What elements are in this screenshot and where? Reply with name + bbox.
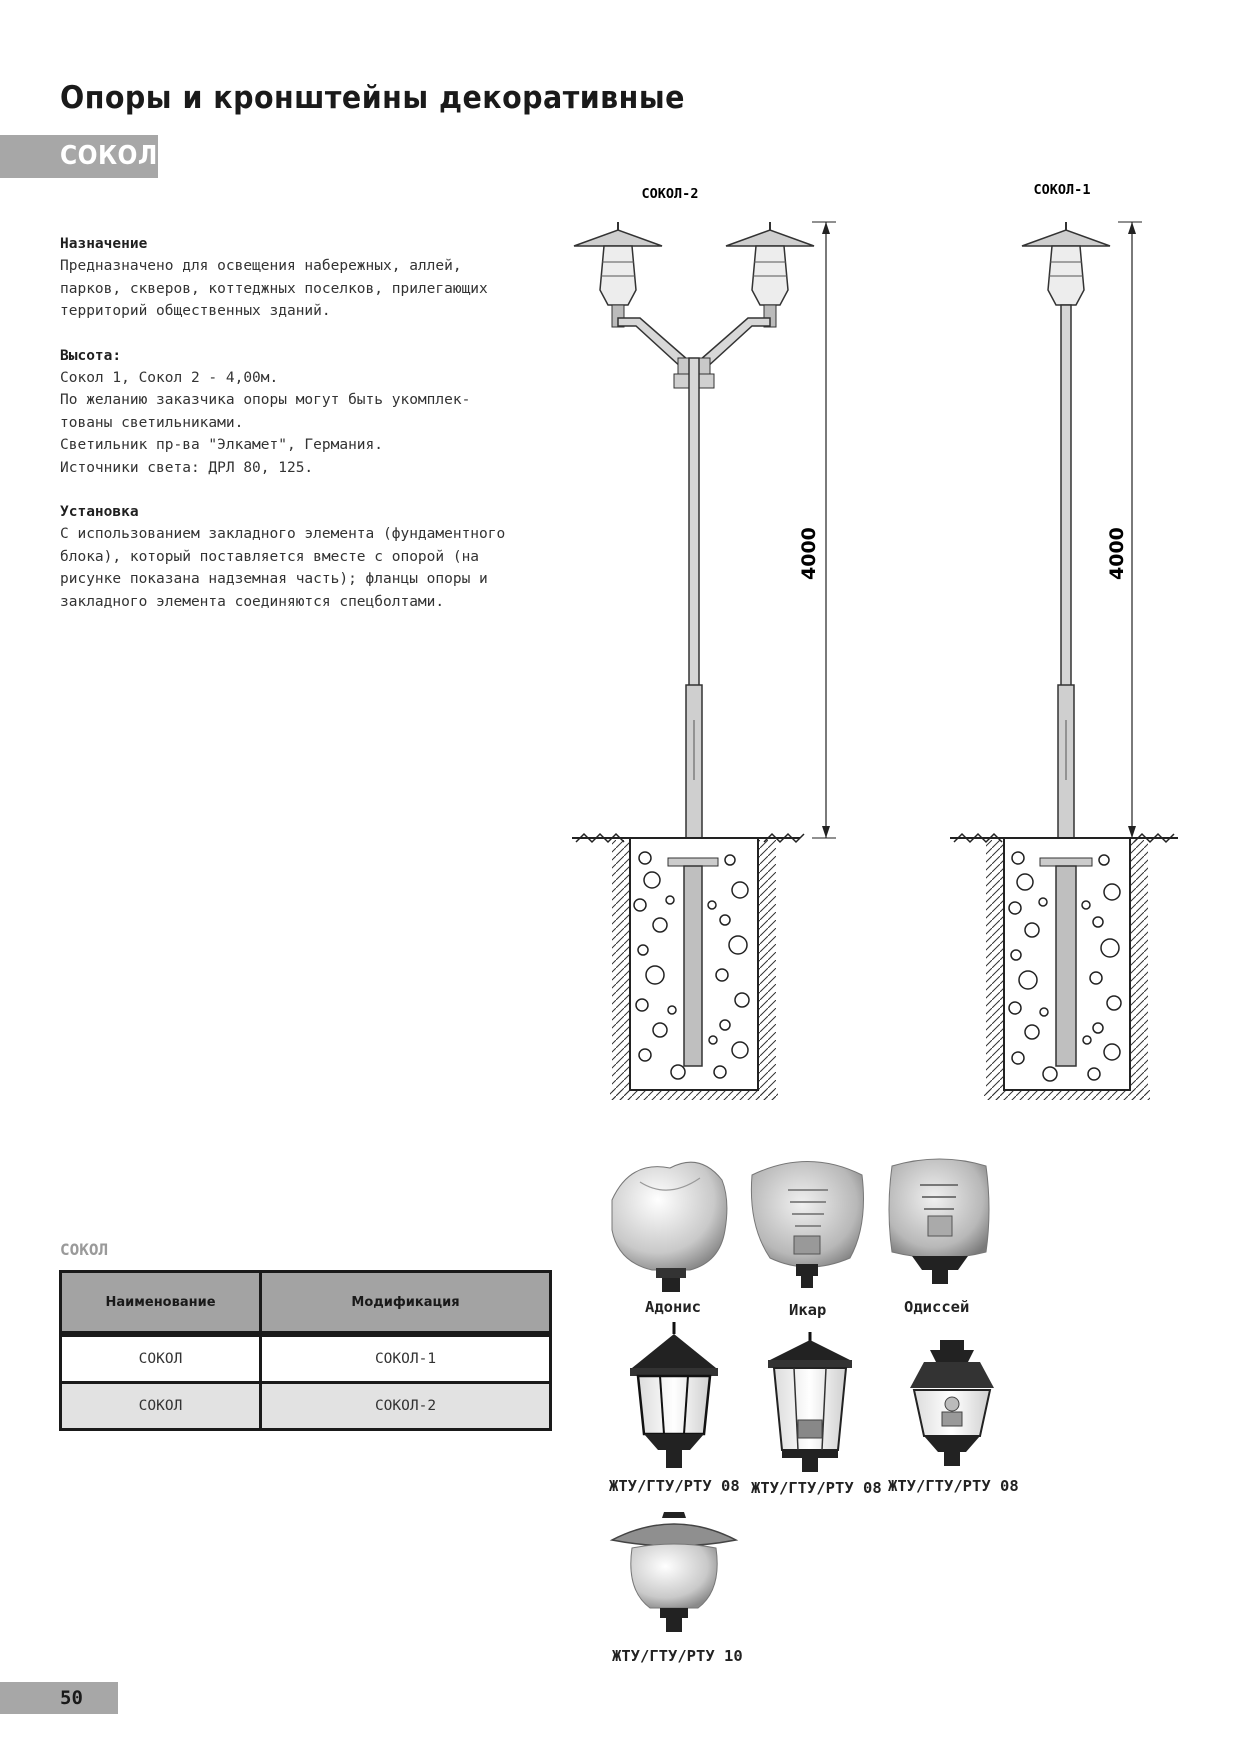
install-line: закладного элемента соединяются спецболтами. [60,593,445,610]
adonis-lamp-icon [612,1162,727,1292]
lamp-caption: ЖТУ/ГТУ/РТУ 08 [751,1479,882,1497]
table-caption: СОКОЛ [60,1240,109,1259]
sokol-1-drawing [950,182,1178,1100]
purpose-line: парков, скверов, коттеджных поселков, прилегающих [60,280,488,297]
table-cell: СОКОЛ [61,1383,261,1430]
lamp-caption: Икар [789,1301,827,1319]
table-cell: СОКОЛ-2 [261,1383,551,1430]
purpose-heading: Назначение [60,236,148,252]
lantern-lamp-icon [630,1322,718,1468]
table-row [61,1336,551,1383]
table-cell: СОКОЛ-1 [261,1336,551,1383]
foundation-right [950,834,1178,1100]
lamp-caption: ЖТУ/ГТУ/РТУ 08 [609,1477,740,1495]
lamp-head-single [1022,222,1110,305]
install-heading: Установка [60,504,139,521]
lantern-tall-lamp-icon [768,1332,852,1472]
foundation-left [572,834,804,1100]
install-line: блока), который поставляется вместе с опорой (на [60,548,480,565]
lamp-head-right [726,222,814,327]
odissey-lamp-icon [889,1159,989,1284]
ikar-lamp-icon [751,1162,863,1289]
lamp-caption: Адонис [645,1298,701,1316]
height-heading: Высота: [60,347,122,364]
lamp-caption: ЖТУ/ГТУ/РТУ 10 [612,1647,743,1665]
height-line: Светильник пр-ва "Элкамет", Германия. [60,437,384,454]
column-header: Наименование [61,1272,261,1333]
dimension-label: 4000 [798,527,820,580]
sokol-2-label: СОКОЛ-2 [641,186,699,202]
install-line: рисунке показана надземная часть); фланцы опоры и [60,571,488,588]
lamp-caption: Одиссей [904,1298,970,1316]
purpose-line: Предназначено для освещения набережных, аллей, [60,258,462,275]
hat-lamp-icon [612,1512,736,1632]
lantern-square-lamp-icon [910,1340,994,1466]
table-cell: СОКОЛ [61,1336,261,1383]
height-line: По желанию заказчика опоры могут быть укомплек- [60,392,471,409]
page-number: 50 [60,1687,83,1709]
height-line: Сокол 1, Сокол 2 - 4,00м. [60,370,279,387]
dimension-label: 4000 [1106,527,1128,580]
page-number-box [0,1682,118,1714]
section-tag-label: СОКОЛ [60,141,158,171]
height-line: Источники света: ДРЛ 80, 125. [60,459,314,476]
page-title: Опоры и кронштейны декоративные [60,80,685,116]
purpose-line: территорий общественных зданий. [60,303,331,320]
sokol-1-label: СОКОЛ-1 [1033,182,1091,198]
lamp-caption: ЖТУ/ГТУ/РТУ 08 [888,1477,1019,1495]
column-header: Модификация [261,1272,551,1333]
lamp-head-left [574,222,662,327]
sokol-2-drawing [572,186,836,1100]
height-line: тованы светильниками. [60,414,244,431]
install-line: С использованием закладного элемента (фундаментного [60,526,506,543]
table-row [61,1383,551,1430]
spec-table [59,1270,552,1431]
